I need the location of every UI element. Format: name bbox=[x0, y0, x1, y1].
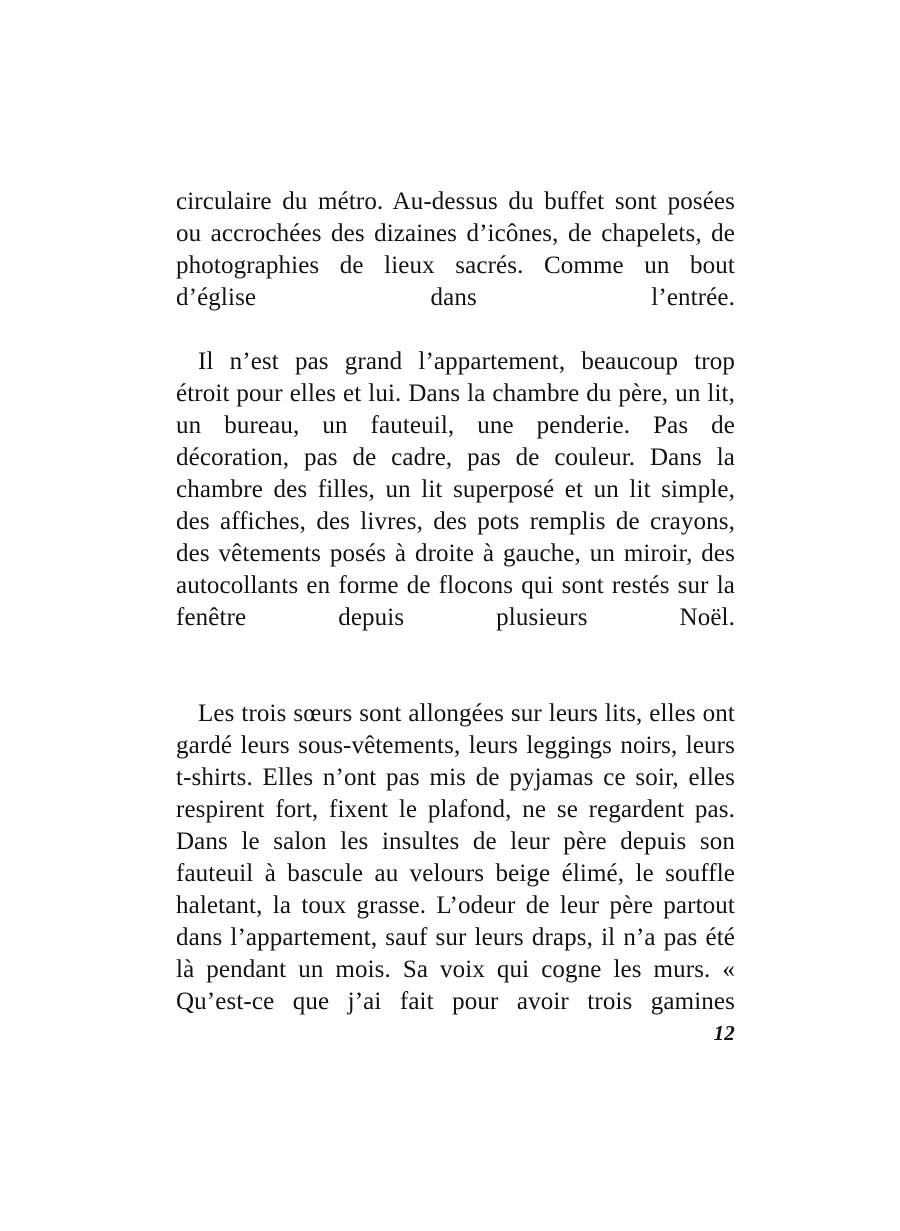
paragraph-continued: circulaire du métro. Au-dessus du buffet sont posées ou accrochées des dizaines d’icônes, de chapelets, de photographies de lieux sacrés. Comme un bout d’église dans l’entrée. bbox=[176, 188, 735, 311]
paragraph-apartment: Il n’est pas grand l’appartement, beaucoup trop étroit pour elles et lui. Dans la chambre du père, un lit, un bureau, un fauteuil, une penderie. Pas de décoration, pas de cadre, pas de couleur. Dans la chambre des filles, un lit superposé et un lit simple, des affiches, des livres, des pots remplis de crayons, des vêtements posés à droite à gauche, un miroir, des autocollants en forme de flocons qui sont restés sur la fenêtre depuis plusieurs Noël. bbox=[176, 348, 735, 631]
body-text-block bbox=[176, 186, 735, 1050]
page-number: 12 bbox=[713, 1021, 735, 1045]
paragraph-three-sisters: Les trois sœurs sont allongées sur leurs lits, elles ont gardé leurs sous-vêtements, leurs leggings noirs, leurs t-shirts. Elles n’ont pas mis de pyjamas ce soir, elles respirent fort, fixent le plafond, ne se regardent pas. Dans le salon les insultes de leur père depuis son fauteuil à bascule au velours beige élimé, le souffle haletant, la toux grasse. L’odeur de leur père partout dans l’appartement, sauf sur leurs draps, il n’a pas été là pendant un mois. Sa voix qui cogne les murs. « Qu’est-ce que j’ai fait pour avoir trois gamines bbox=[176, 700, 735, 1015]
